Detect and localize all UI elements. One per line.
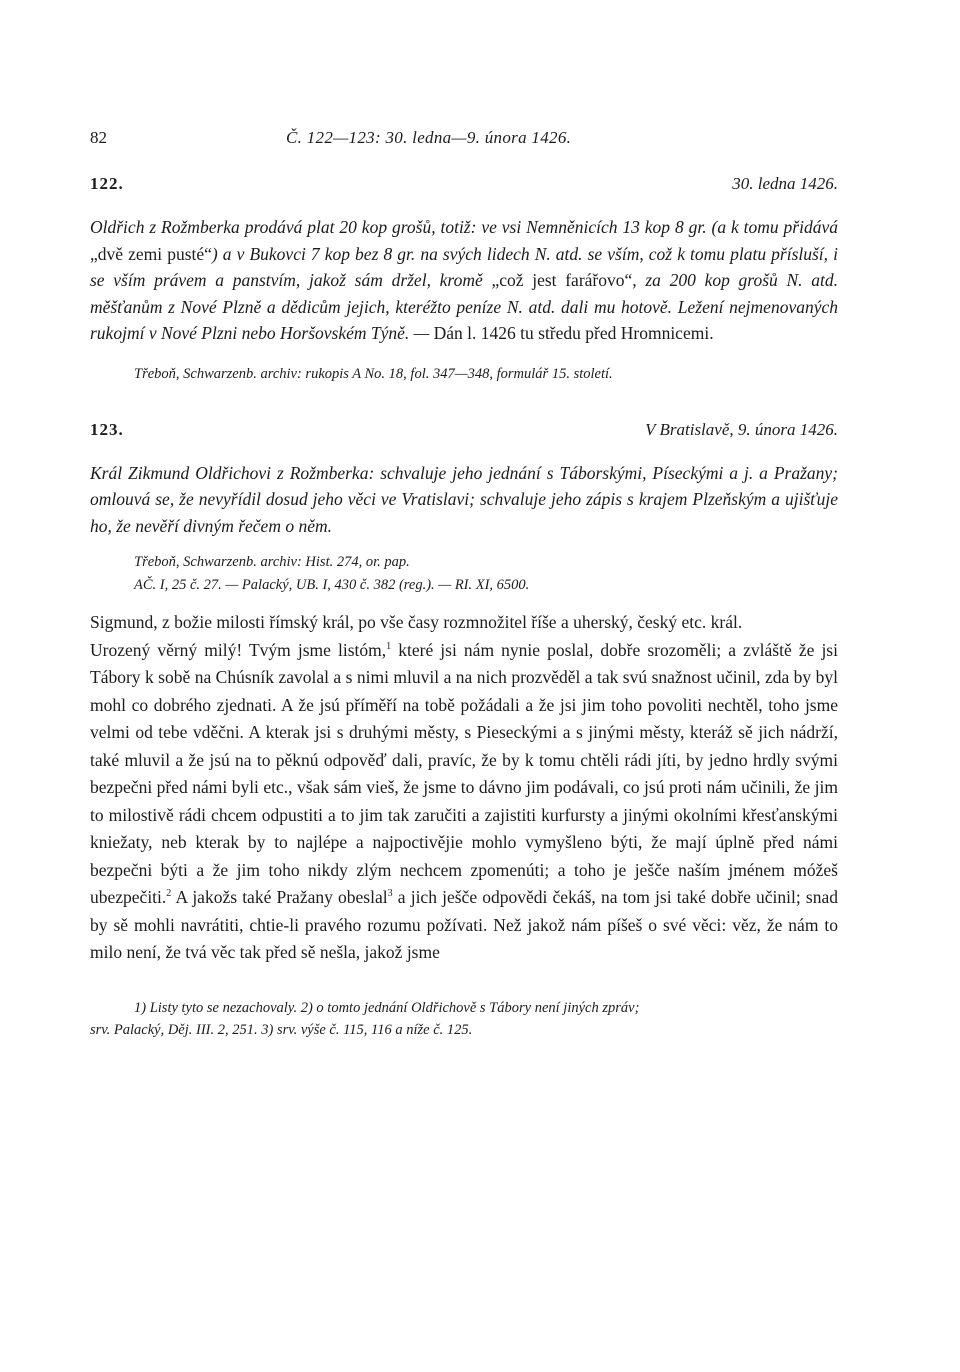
letter-text: A jakožs také Pražany obeslal (171, 887, 388, 907)
regest-text: , za 200 kop grošů N. atd. měšťanům z Nové Plzně a dědicům jejich, kteréžto peníze N. atd. dali mu hotově. Ležení nejmenovaných rukojmí v Nové Plzni nebo Horšovském Týně. — (90, 270, 838, 343)
entry-122-regest (90, 214, 838, 347)
regest-quote: „dvě zemi pusté“ (90, 243, 212, 264)
footnote-mark: 3 (387, 888, 393, 900)
regest-text: ) a v Bukovci 7 kop bez 8 gr. na svých lidech N. atd. se vším, což k tomu platu přísluší, i se vším právem a panstvím, jakož sám držel, kromě (90, 243, 838, 290)
letter-text: které jsi nám nynie poslal, dobře srozoměli; a zvláště že jsi Tábory k sobě na Chúsník zavolal a s nimi mluvil a na nich prozvěděl a tak svú snažnost učinil, zda by byl mohl co dobrého zjednati. A že jsú příměří na tobě požádali a že jsi jim toho povoliti nechtěl, toho jsme velmi od tebe vděčni. A kterak jsi s druhými městy, s Pieseckými a s jinými městy, kteráž sě jich nádrží, také mluvil a že jsú na to pěknú odpověď dali, pravíc, že by k tomu chtěli rádi jíti, by jedno hrdly svými bezpečni před námi byli etc., však sám vieš, že jsme to dávno jim podávali, co jsú proti nám učinili, že jim to milostivě rádi chcem odpustiti a to jim tak zaručiti a zajistiti kurfursty a jinými okolními křesťanskými kniežaty, neb kterak by to najlépe a najpoctivějie mohlo vymyšleno býti, že mají úplně před námi bezpečni býti a že jim toho nikdy zlým nechcem zpomenúti; a toho je ješče naším jménem móžeš ubezpečiti. (90, 639, 838, 907)
entry-123-source-line2: AČ. I, 25 č. 27. — Palacký, UB. I, 430 č. 382 (reg.). — RI. XI, 6500. (134, 577, 530, 593)
footnote-line: 1) Listy tyto se nezachovaly. 2) o tomto jednání Oldřichově s Tábory není jiných zpráv; (134, 999, 640, 1016)
running-head-title: Č. 122—123: 30. ledna—9. února 1426. (286, 128, 572, 147)
page-number: 82 (90, 128, 107, 147)
footnote-mark: 1 (386, 640, 392, 652)
entry-122-source: Třeboň, Schwarzenb. archiv: rukopis A No. 18, fol. 347—348, formulář 15. století. (134, 365, 613, 382)
letter-text: a jich ješče odpovědi čekáš, na tom jsi také dobře učinil; snad by sě mohli navrátiti, chtie-li pravého rozumu požívati. Než jakož nám píšeš o své věci: věz, že nám to milo není, že tvá věc tak před sě nešla, jakož jsme (90, 887, 838, 962)
entry-date: 30. ledna 1426. (732, 174, 838, 193)
entry-number: 122. (90, 174, 124, 193)
entry-123-regest: Král Zikmund Oldřichovi z Rožmberka: schvaluje jeho jednání s Táborskými, Píseckými a j. a Pražany; omlouvá se, že nevyřídil dosud jeho věci ve Vratislavi; schvaluje jeho zápis s krajem Plzeňským a ujišťuje ho, že nevěří divným řečem o něm. (90, 462, 838, 536)
regest-quote: „což jest farářovo“ (491, 270, 633, 290)
regest-dating: Dán l. 1426 tu středu před Hromnicemi. (433, 323, 714, 343)
letter-text: Urozený věrný milý! Tvým jsme listóm, (90, 639, 387, 660)
entry-123-text (90, 609, 838, 967)
salutation-paragraph: Sigmund, z božie milosti římský král, po vše časy rozmnožitel říše a uherský, český etc. král. (90, 612, 743, 632)
entry-number: 123. (90, 419, 124, 439)
footnotes (90, 997, 838, 1041)
footnote-line: srv. Palacký, Děj. III. 2, 251. 3) srv. výše č. 115, 116 a níže č. 125. (90, 1021, 473, 1038)
entry-123-header (90, 420, 838, 450)
entry-date: V Bratislavě, 9. února 1426. (645, 419, 838, 439)
letter-paragraph (90, 637, 838, 967)
running-head (90, 128, 838, 160)
document-page (90, 128, 838, 1041)
regest-text: Oldřich z Rožmberka prodává plat 20 kop grošů, totiž: ve vsi Nemněnicích 13 kop 8 gr. (a k tomu přidává (90, 217, 838, 237)
entry-123-source-line1: Třeboň, Schwarzenb. archiv: Hist. 274, or. pap. (134, 554, 410, 570)
entry-122-header (90, 174, 838, 204)
footnote-mark: 2 (166, 888, 172, 900)
